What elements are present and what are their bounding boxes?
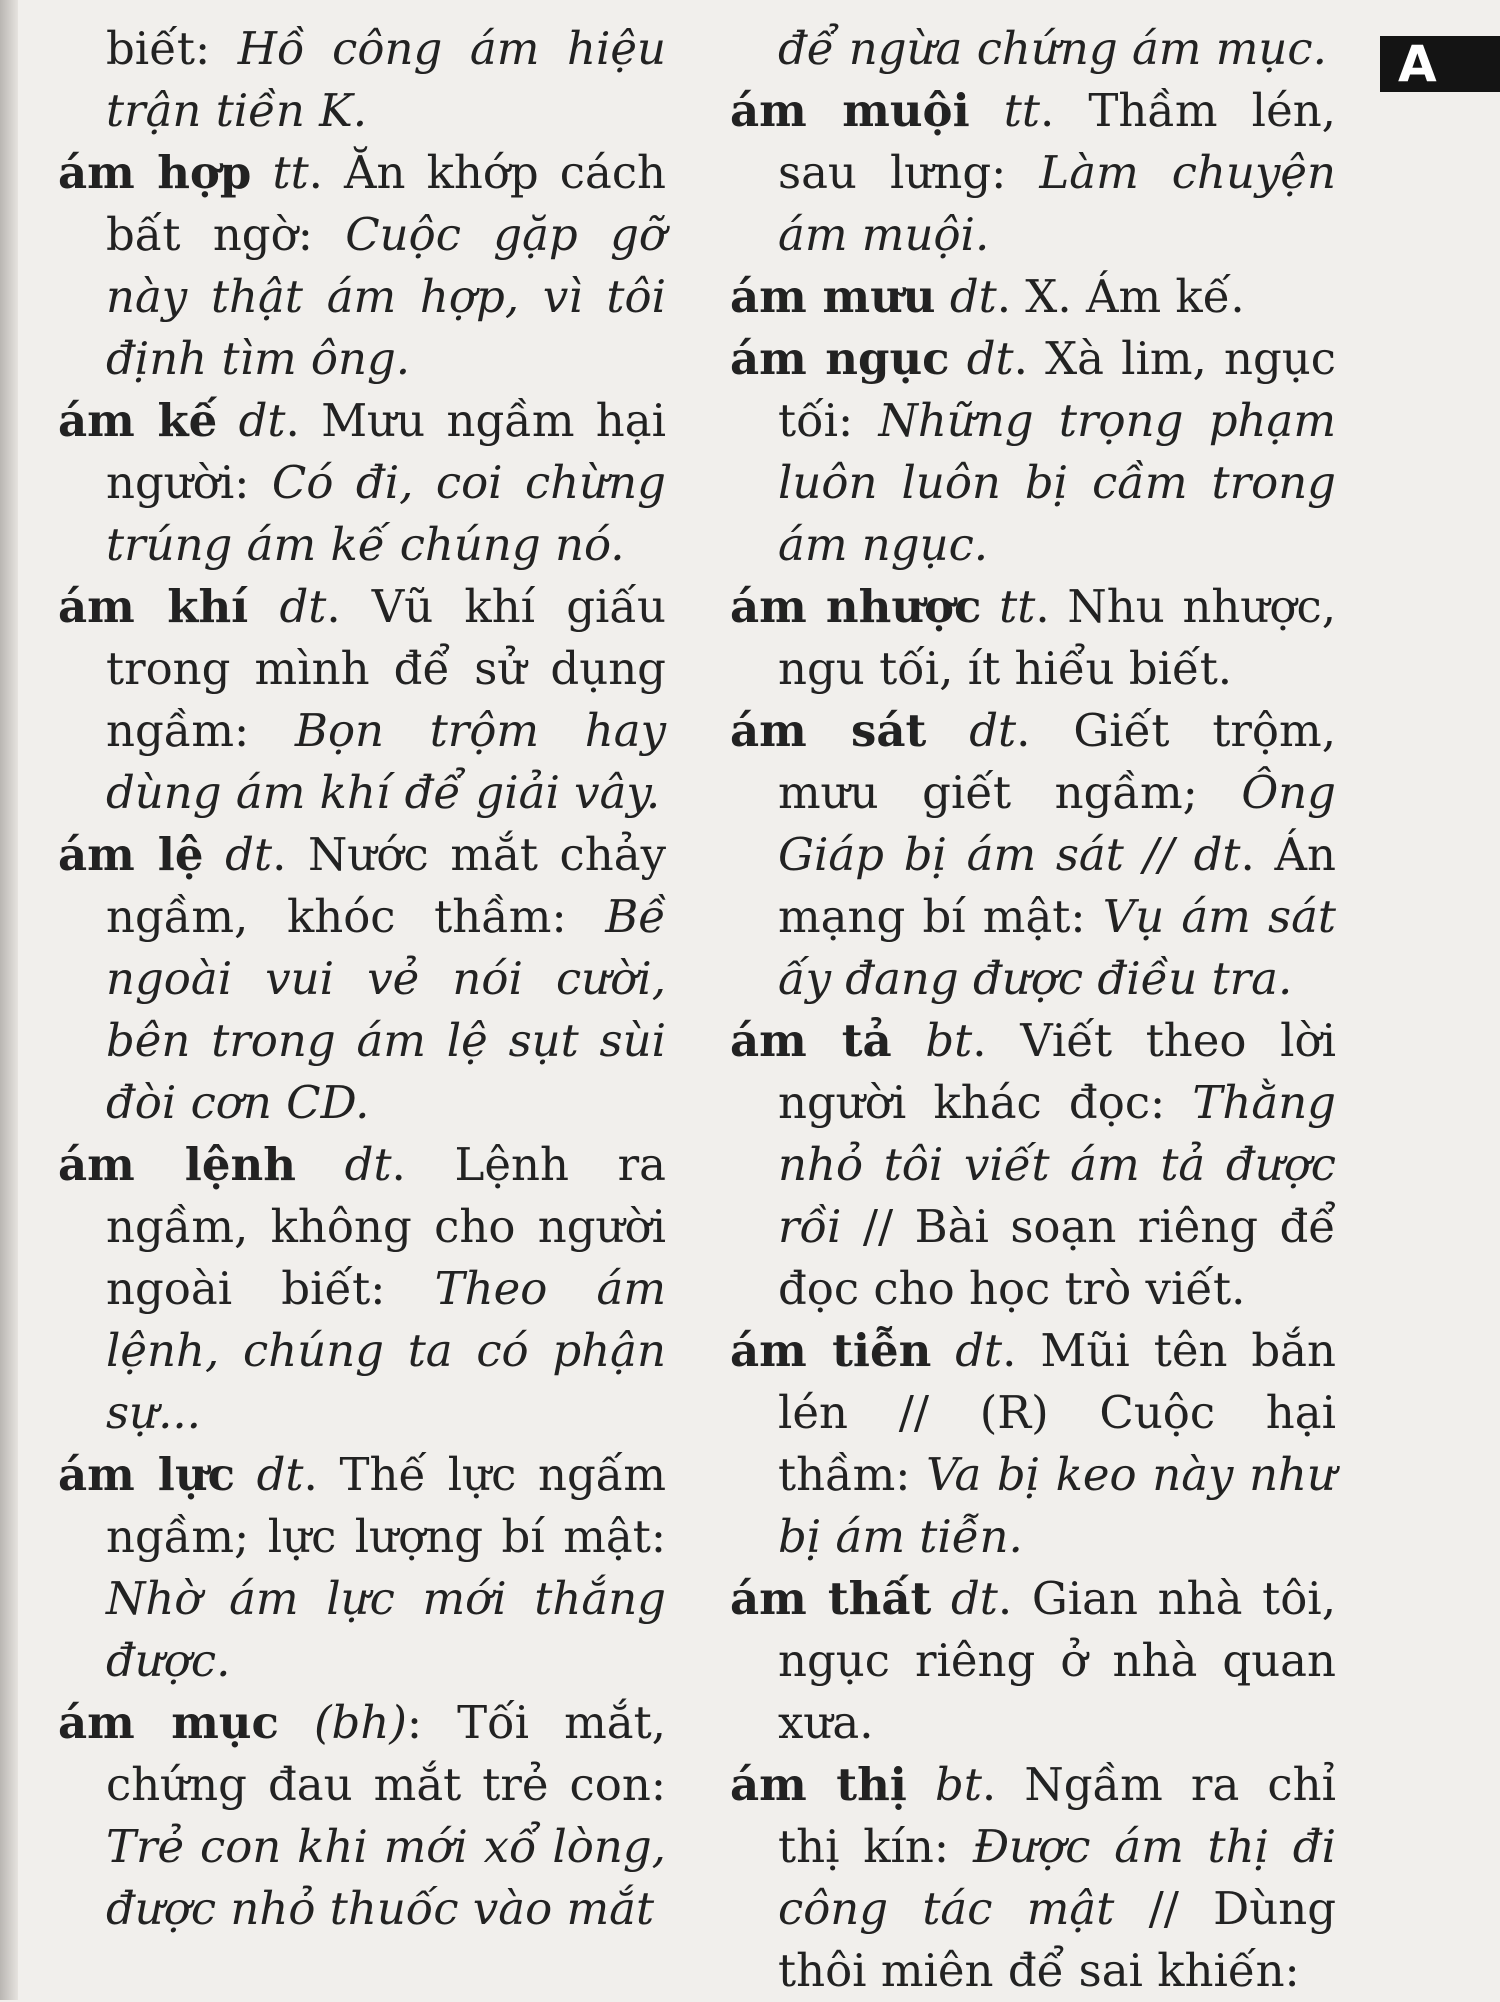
headword: ám muội <box>730 84 970 137</box>
italic-text: dt <box>950 1572 998 1625</box>
definition-text: // Bài soạn riêng để đọc cho học trò viết. <box>778 1200 1336 1315</box>
definition-text: . Xà lim, ngục tối: <box>778 332 1336 447</box>
definition-text <box>235 1448 257 1501</box>
headword: ám sát <box>730 704 927 757</box>
italic-text: Nhờ ám lực mới thắng được. <box>106 1572 666 1687</box>
definition-text: . Viết theo lời người khác đọc: <box>778 1014 1336 1129</box>
headword: ám nhược <box>730 580 982 633</box>
headword: ám mưu <box>730 270 936 323</box>
headword: ám lệ <box>58 828 204 881</box>
italic-text: (bh) <box>313 1696 407 1749</box>
headword: ám thị <box>730 1758 907 1811</box>
dictionary-entry <box>730 1568 1336 1754</box>
definition-text: . Nước mắt chảy ngầm, khóc thầm: <box>106 828 666 943</box>
dictionary-column-right <box>730 18 1336 2002</box>
italic-text: Cuộc gặp gỡ này thật ám hợp, vì tôi định tìm ông. <box>106 208 666 385</box>
italic-text: Va bị keo này như bị ám tiễn. <box>778 1448 1337 1563</box>
definition-text: biết: <box>106 22 238 75</box>
italic-text: Ông Giáp bị ám sát // dt <box>778 766 1336 881</box>
definition-text: . Mũi tên bắn lén // (R) Cuộc hại thầm: <box>778 1324 1336 1501</box>
italic-text: Theo ám lệnh, chúng ta có phận sự... <box>106 1262 666 1439</box>
dictionary-entry <box>730 80 1336 266</box>
italic-text: Hồ công ám hiệu trận tiền K. <box>106 22 666 137</box>
definition-text <box>970 84 1004 137</box>
italic-text: dt <box>969 704 1017 757</box>
dictionary-entry <box>58 1134 666 1444</box>
dictionary-entry <box>730 576 1336 700</box>
definition-text: . X. Ám kế. <box>996 270 1245 323</box>
headword: ám mục <box>58 1696 279 1749</box>
definition-text <box>251 146 272 199</box>
dictionary-entry <box>730 1754 1336 2002</box>
headword: ám tiễn <box>730 1324 932 1377</box>
definition-text <box>248 580 279 633</box>
definition-text: . Nhu nhược, ngu tối, ít hiểu biết. <box>778 580 1336 695</box>
definition-text: . Ngầm ra chỉ thị kín: <box>778 1758 1336 1873</box>
dictionary-entry <box>730 266 1336 328</box>
definition-text <box>936 270 950 323</box>
definition-text: . Thầm lén, sau lưng: <box>778 84 1336 199</box>
italic-text: bt <box>935 1758 982 1811</box>
definition-text <box>279 1696 314 1749</box>
italic-text: Thằng nhỏ tôi viết ám tả được rồi <box>778 1076 1336 1253</box>
headword: ám hợp <box>58 146 252 199</box>
italic-text: dt <box>225 828 273 881</box>
definition-text: . Án mạng bí mật: <box>778 828 1336 943</box>
italic-text: dt <box>238 394 286 447</box>
definition-text <box>931 1324 955 1377</box>
italic-text: bt <box>925 1014 973 1067</box>
entry-continuation <box>730 18 1336 80</box>
definition-text: . Thế lực ngấm ngầm; lực lượng bí mật: <box>106 1448 667 1563</box>
definition-text: . Mưu ngầm hại người: <box>106 394 667 509</box>
headword: ám tả <box>730 1014 892 1067</box>
dictionary-entry <box>58 142 666 390</box>
dictionary-entry <box>58 1692 666 1940</box>
italic-text: Được ám thị đi công tác mật <box>778 1820 1336 1935</box>
headword: ám lực <box>58 1448 235 1501</box>
italic-text: dt <box>949 270 997 323</box>
italic-text: dt <box>966 332 1014 385</box>
italic-text: Trẻ con khi mới xổ lòng, được nhỏ thuốc vào mắt <box>106 1820 666 1935</box>
page-gutter-shadow <box>0 0 18 2000</box>
definition-text <box>217 394 238 447</box>
italic-text: dt <box>256 1448 304 1501</box>
dictionary-entry <box>58 824 666 1134</box>
definition-text: . Lệnh ra ngầm, không cho người ngoài biết: <box>106 1138 666 1315</box>
entry-continuation <box>58 18 666 142</box>
headword: ám thất <box>730 1572 932 1625</box>
section-letter-tab: A <box>1380 36 1500 92</box>
dictionary-entry <box>730 1010 1336 1320</box>
dictionary-entry <box>730 1320 1336 1568</box>
definition-text <box>926 704 969 757</box>
dictionary-entry <box>58 1444 666 1692</box>
definition-text <box>981 580 999 633</box>
italic-text: dt <box>279 580 327 633</box>
italic-text: tt <box>1003 84 1040 137</box>
definition-text: // Dùng thôi miên để sai khiến: <box>778 1882 1337 1997</box>
definition-text: . Giết trộm, mưu giết ngầm; <box>778 704 1337 819</box>
dictionary-column-left <box>58 18 666 1940</box>
definition-text <box>296 1138 345 1191</box>
definition-text: : Tối mắt, chứng đau mắt trẻ con: <box>106 1696 666 1811</box>
headword: ám kế <box>58 394 218 447</box>
italic-text: Bề ngoài vui vẻ nói cười, bên trong ám lệ sụt sùi đòi cơn CD. <box>106 890 666 1129</box>
italic-text: Bọn trộm hay dùng ám khí để giải vây. <box>106 704 667 819</box>
headword: ám ngục <box>730 332 950 385</box>
headword: ám khí <box>58 580 249 633</box>
italic-text: dt <box>955 1324 1003 1377</box>
italic-text: Vụ ám sát ấy đang được điều tra. <box>778 890 1336 1005</box>
dictionary-entry <box>58 390 666 576</box>
dictionary-entry <box>58 576 666 824</box>
italic-text: Những trọng phạm luôn luôn bị cầm trong ám ngục. <box>778 394 1336 571</box>
italic-text: Có đi, coi chừng trúng ám kế chúng nó. <box>106 456 666 571</box>
italic-text: tt <box>272 146 309 199</box>
italic-text: tt <box>999 580 1036 633</box>
definition-text: . Vũ khí giấu trong mình để sử dụng ngầm: <box>106 580 666 757</box>
definition-text: . Gian nhà tôi, ngục riêng ở nhà quan xưa. <box>778 1572 1336 1749</box>
definition-text <box>931 1572 951 1625</box>
italic-text: Làm chuyện ám muội. <box>778 146 1337 261</box>
dictionary-entry <box>730 328 1336 576</box>
definition-text <box>950 332 967 385</box>
italic-text: dt <box>344 1138 392 1191</box>
dictionary-entry <box>730 700 1336 1010</box>
definition-text <box>907 1758 935 1811</box>
italic-text: để ngừa chứng ám mục. <box>778 22 1327 75</box>
definition-text: . Ăn khớp cách bất ngờ: <box>106 146 667 261</box>
definition-text <box>892 1014 926 1067</box>
headword: ám lệnh <box>58 1138 296 1191</box>
definition-text <box>204 828 226 881</box>
